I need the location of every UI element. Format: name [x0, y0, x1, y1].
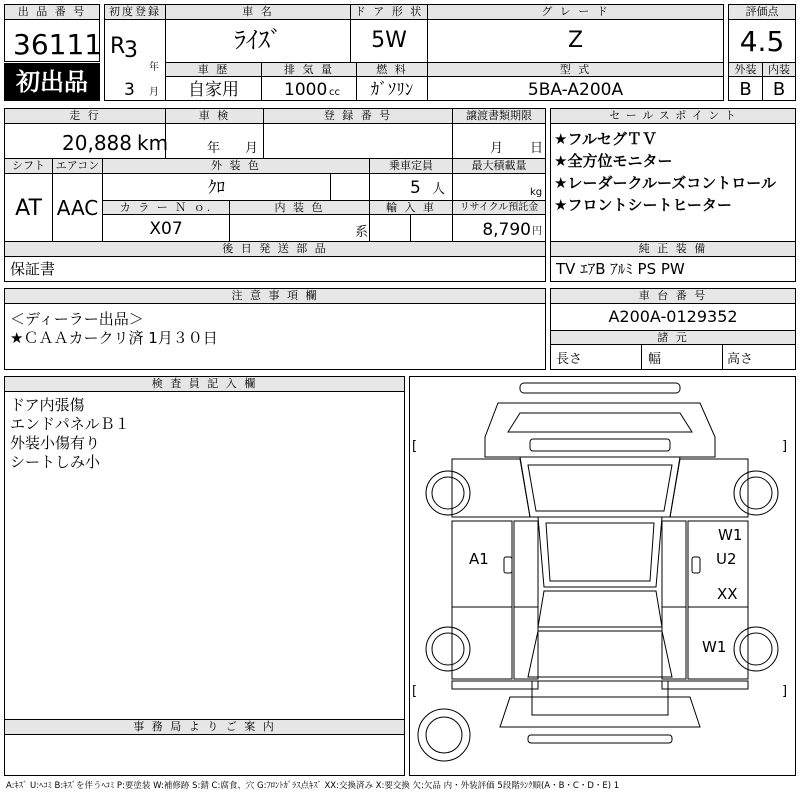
- car-name-header: 車 名: [166, 5, 350, 20]
- damage-mark-left-side: A1: [469, 550, 489, 568]
- sales-point-item: ★フロントシートヒーター: [554, 196, 732, 214]
- inspector-note-item: シートしみ小: [10, 453, 101, 471]
- first-registration-header: 初度登録: [105, 5, 165, 20]
- shift: AT: [15, 196, 42, 221]
- sales-point-item: ★レーダークルーズコントロール: [554, 174, 776, 192]
- registration-number-header: 登 録 番 号: [264, 109, 452, 124]
- bracket-open-tl: [: [412, 439, 418, 454]
- bracket-open-bl: [: [412, 684, 418, 699]
- year-unit: 年: [149, 62, 159, 73]
- car-name: ﾗｲｽﾞ: [234, 26, 282, 54]
- grade: Z: [567, 28, 584, 53]
- inspector-note-item: 外装小傷有り: [10, 434, 101, 452]
- lot-number-box: [4, 4, 103, 62]
- exterior-header: 外装: [729, 63, 762, 77]
- interior-grade: B: [772, 79, 786, 100]
- mileage-unit: km: [137, 131, 169, 155]
- bracket-close-br: ]: [782, 684, 788, 699]
- max-load-unit: kg: [530, 187, 543, 198]
- first-sale-badge-text: 初出品: [16, 68, 88, 96]
- car-diagram: [410, 377, 795, 775]
- interior-color-suffix: 系: [355, 225, 369, 240]
- inspection-year-unit: 年: [207, 141, 221, 156]
- dim-height: 高さ: [727, 352, 754, 367]
- interior-color-header: 内 装 色: [230, 201, 369, 215]
- first-reg-month: 3: [124, 80, 135, 100]
- import-header: 輸 入 車: [370, 201, 452, 215]
- inspection-header: 車 検: [166, 109, 263, 124]
- lot-number-header: 出 品 番 号: [5, 5, 99, 20]
- later-parts: 保証書: [10, 260, 56, 278]
- first-sale-badge: [4, 63, 100, 101]
- notes-list: [10, 310, 218, 348]
- dim-width: 幅: [648, 352, 662, 367]
- notes-header: 注 意 事 項 欄: [5, 289, 545, 304]
- car-diagram-box: [409, 376, 796, 776]
- exterior-color: ｸﾛ: [208, 178, 225, 198]
- sales-point-item: ★全方位モニター: [554, 152, 673, 170]
- inspector-notes-list: [10, 396, 130, 472]
- sales-points-header: セ ー ル ス ポ イ ン ト: [551, 109, 795, 124]
- color-no: X07: [149, 219, 183, 239]
- exterior-grade: B: [739, 79, 752, 100]
- displacement-header: 排 気 量: [262, 63, 356, 77]
- genuine-equipment: TV ｴｱB ｱﾙﾐ PS PW: [556, 260, 685, 278]
- inspection-month-unit: 月: [245, 141, 259, 156]
- genuine-equipment-header: 純 正 装 備: [551, 242, 795, 257]
- later-parts-header: 後 日 発 送 部 品: [5, 242, 545, 257]
- recycle-fee-unit: 円: [532, 226, 542, 237]
- transfer-day-unit: 日: [530, 141, 544, 156]
- capacity-header: 乗車定員: [370, 159, 452, 174]
- era: R: [110, 34, 126, 59]
- chassis-number-header: 車 台 番 号: [551, 289, 795, 304]
- note-item: ＜ディーラー出品＞: [10, 310, 144, 328]
- dim-length: 長さ: [556, 352, 583, 367]
- fuel: ｶﾞｿﾘﾝ: [370, 80, 414, 100]
- bracket-close-tr: ]: [782, 439, 788, 454]
- score: 4.5: [739, 25, 785, 58]
- damage-mark-right-rear-door: XX: [717, 585, 738, 603]
- dimensions-header: 諸 元: [551, 331, 795, 345]
- damage-mark-right-door-front: W1: [718, 526, 743, 544]
- history-header: 車 歴: [166, 63, 261, 77]
- displacement: 1000: [284, 80, 328, 100]
- fuel-header: 燃 料: [357, 63, 427, 77]
- capacity-unit: 人: [432, 182, 446, 197]
- inspector-note-item: エンドパネルＢ１: [10, 415, 130, 433]
- color-no-header: カ ラ ー Ｎ ｏ.: [103, 201, 229, 215]
- damage-mark-right-rear-fender: W1: [702, 638, 727, 656]
- inspector-note-item: ドア内張傷: [10, 396, 85, 414]
- max-load-header: 最大積載量: [453, 159, 545, 174]
- door-type-header: ド ア 形 状: [351, 5, 427, 20]
- recycle-fee: 8,790: [482, 220, 531, 240]
- sales-point-item: ★フルセグＴＶ: [554, 130, 657, 148]
- shift-header: シフト: [5, 159, 52, 174]
- note-item: ★ＣＡＡカークリ済 1月３０日: [10, 329, 218, 347]
- model-code: 5BA-A200A: [527, 80, 624, 100]
- legend: A:ｷｽﾞ U:ﾍｺﾐ B:ｷｽﾞを伴うﾍｺﾐ P:要塗装 W:補修跡 S:錆 C:腐食、穴 G:ﾌﾛﾝﾄｶﾞﾗｽ点ｷｽﾞ XX:交換済み X:要交換 欠:欠品 内・外装評価 5段階ﾗﾝｸ順(A・B・C・D・E) 1: [6, 781, 620, 791]
- mileage-header: 走 行: [5, 109, 165, 124]
- mileage: 20,888: [62, 131, 132, 155]
- office-notes-header: 事 務 局 よ り ご 案 内: [5, 720, 404, 735]
- exterior-color-header: 外 装 色: [103, 159, 369, 174]
- damage-mark-right-door-front-2: U2: [716, 550, 737, 568]
- transfer-month-unit: 月: [490, 141, 504, 156]
- grade-header: グ レ ー ド: [428, 5, 723, 20]
- chassis-number: A200A-0129352: [608, 307, 738, 326]
- history: 自家用: [188, 80, 239, 100]
- recycle-fee-header: リサイクル預託金: [453, 201, 545, 215]
- model-code-header: 型 式: [428, 63, 723, 77]
- first-reg-year: 3: [124, 38, 138, 63]
- transfer-deadline-header: 譲渡書類期限: [453, 109, 545, 124]
- lot-number: 36111: [13, 28, 103, 61]
- capacity: 5: [410, 178, 421, 198]
- aircon-header: エアコン: [53, 159, 102, 174]
- interior-header: 内装: [763, 63, 795, 77]
- door-type: 5W: [371, 28, 407, 53]
- month-unit: 月: [149, 87, 159, 98]
- inspector-notes-header: 検 査 員 記 入 欄: [5, 377, 404, 392]
- sales-points-list: [554, 128, 776, 216]
- displacement-unit: cc: [329, 87, 340, 98]
- score-header: 評価点: [729, 5, 795, 20]
- aircon: AAC: [56, 196, 99, 220]
